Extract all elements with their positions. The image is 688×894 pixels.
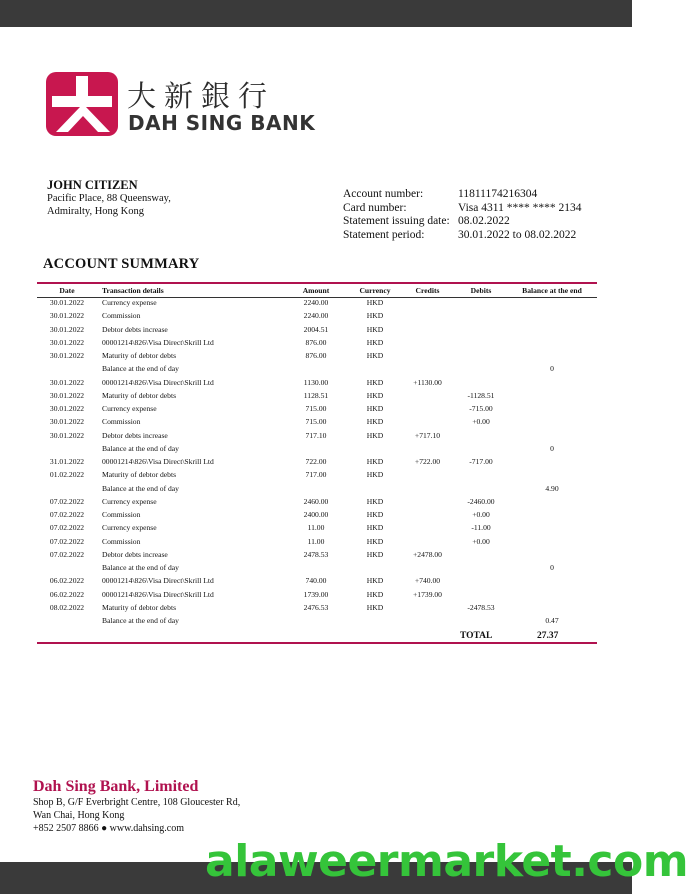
cell-debit bbox=[455, 296, 507, 309]
table-row bbox=[37, 588, 597, 601]
cell-date bbox=[37, 614, 97, 627]
cell-balance bbox=[507, 389, 597, 402]
cell-credit bbox=[400, 362, 455, 375]
cell-credit bbox=[400, 349, 455, 362]
cell-credit bbox=[400, 535, 455, 548]
table-row bbox=[37, 574, 597, 587]
cell-currency: HKD bbox=[366, 404, 384, 414]
cell-date: 30.01.2022 bbox=[49, 377, 85, 387]
cell-amount bbox=[282, 614, 350, 627]
header-date: Date bbox=[59, 285, 75, 295]
cell-date: 30.01.2022 bbox=[49, 417, 85, 427]
cell-debit: -2460.00 bbox=[467, 496, 495, 506]
transactions-table bbox=[37, 284, 597, 627]
cell-details: Currency expense bbox=[102, 523, 157, 533]
cell-debit: -2478.53 bbox=[467, 602, 495, 612]
table-row bbox=[37, 521, 597, 534]
cell-amount: 2400.00 bbox=[303, 510, 329, 520]
cell-balance bbox=[507, 296, 597, 309]
cell-debit: -1128.51 bbox=[467, 390, 495, 400]
cell-debit bbox=[455, 442, 507, 455]
cell-date bbox=[37, 561, 97, 574]
footer-contact-line: +852 2507 8866 ● www.dahsing.com bbox=[33, 823, 185, 834]
cell-details: Balance at the end of day bbox=[102, 563, 179, 573]
cell-details: Maturity of debtor debts bbox=[102, 470, 177, 480]
top-bar bbox=[0, 0, 632, 27]
table-row bbox=[37, 535, 597, 548]
table-row bbox=[37, 429, 597, 442]
cell-date: 07.02.2022 bbox=[49, 496, 85, 506]
cell-currency: HKD bbox=[366, 390, 384, 400]
cell-amount: 2460.00 bbox=[303, 496, 329, 506]
cell-currency: HKD bbox=[366, 377, 384, 387]
cell-debit bbox=[455, 336, 507, 349]
table-row bbox=[37, 389, 597, 402]
cell-currency: HKD bbox=[366, 430, 384, 440]
cell-details: Maturity of debtor debts bbox=[102, 390, 177, 400]
issuing-date-row bbox=[343, 215, 581, 229]
cell-details: Balance at the end of day bbox=[102, 483, 179, 493]
cell-debit bbox=[455, 588, 507, 601]
cell-amount: 2478.53 bbox=[303, 549, 329, 559]
footer-address bbox=[33, 796, 240, 835]
cell-date: 07.02.2022 bbox=[49, 523, 85, 533]
cell-balance bbox=[507, 455, 597, 468]
cell-details: Commission bbox=[102, 536, 141, 546]
statement-period-label: Statement period: bbox=[343, 228, 425, 241]
cell-credit: +1739.00 bbox=[413, 589, 442, 599]
cell-balance bbox=[507, 574, 597, 587]
cell-balance bbox=[507, 349, 597, 362]
cell-details: 00001214\826\Visa Direct\Skrill Ltd bbox=[102, 337, 214, 347]
cell-credit: +2478.00 bbox=[413, 549, 442, 559]
cell-debit bbox=[455, 376, 507, 389]
cell-currency: HKD bbox=[366, 417, 384, 427]
cell-credit bbox=[400, 614, 455, 627]
table-row bbox=[37, 508, 597, 521]
cell-amount: 740.00 bbox=[305, 576, 327, 586]
cell-credit bbox=[400, 296, 455, 309]
customer-address-line2: Admiralty, Hong Kong bbox=[47, 206, 145, 217]
table-row bbox=[37, 442, 597, 455]
cell-details: Commission bbox=[102, 311, 141, 321]
cell-balance: 0 bbox=[550, 364, 554, 374]
table-row bbox=[37, 468, 597, 481]
table-row bbox=[37, 296, 597, 309]
cell-debit bbox=[455, 574, 507, 587]
cell-credit bbox=[400, 468, 455, 481]
cell-credit bbox=[400, 495, 455, 508]
cell-currency bbox=[350, 442, 400, 455]
cell-credit bbox=[400, 323, 455, 336]
cell-debit: -717.00 bbox=[469, 457, 493, 467]
cell-amount: 1739.00 bbox=[303, 589, 329, 599]
cell-date: 30.01.2022 bbox=[49, 430, 85, 440]
cell-date: 07.02.2022 bbox=[49, 510, 85, 520]
account-details bbox=[343, 188, 581, 242]
cell-date: 30.01.2022 bbox=[49, 337, 85, 347]
cell-details: Currency expense bbox=[102, 496, 157, 506]
cell-currency: HKD bbox=[366, 523, 384, 533]
cell-currency: HKD bbox=[366, 324, 384, 334]
cell-credit bbox=[400, 415, 455, 428]
cell-balance bbox=[507, 336, 597, 349]
cell-amount: 2240.00 bbox=[303, 298, 329, 308]
dah-sing-logo-icon bbox=[46, 72, 118, 136]
cell-amount bbox=[282, 442, 350, 455]
cell-credit: +1130.00 bbox=[413, 377, 442, 387]
cell-currency: HKD bbox=[366, 536, 384, 546]
table-row bbox=[37, 402, 597, 415]
cell-credit: +740.00 bbox=[414, 576, 441, 586]
statement-period-row bbox=[343, 229, 581, 243]
cell-credit bbox=[400, 508, 455, 521]
cell-amount: 717.10 bbox=[305, 430, 327, 440]
cell-currency bbox=[350, 614, 400, 627]
footer-company-name: Dah Sing Bank, Limited bbox=[33, 778, 199, 795]
table-row bbox=[37, 495, 597, 508]
cell-details: Maturity of debtor debts bbox=[102, 351, 177, 361]
cell-credit: +722.00 bbox=[414, 457, 441, 467]
cell-date bbox=[37, 482, 97, 495]
account-number-label: Account number: bbox=[343, 188, 424, 200]
cell-credit bbox=[400, 442, 455, 455]
cell-details: Balance at the end of day bbox=[102, 364, 179, 374]
cell-currency: HKD bbox=[366, 510, 384, 520]
table-header-row bbox=[37, 284, 597, 296]
cell-amount: 2004.51 bbox=[303, 324, 329, 334]
customer-address-line1: Pacific Place, 88 Queensway, bbox=[47, 193, 171, 204]
table-row bbox=[37, 323, 597, 336]
cell-date: 07.02.2022 bbox=[49, 536, 85, 546]
cell-credit bbox=[400, 336, 455, 349]
cell-balance: 0 bbox=[550, 443, 554, 453]
table-row bbox=[37, 309, 597, 322]
cell-debit bbox=[455, 323, 507, 336]
cell-debit bbox=[455, 468, 507, 481]
account-number-row bbox=[343, 188, 581, 202]
cell-balance bbox=[507, 468, 597, 481]
table-row bbox=[37, 376, 597, 389]
cell-balance bbox=[507, 495, 597, 508]
cell-amount: 876.00 bbox=[305, 337, 327, 347]
cell-details: Balance at the end of day bbox=[102, 443, 179, 453]
cell-date: 30.01.2022 bbox=[49, 351, 85, 361]
cell-details: 00001214\826\Visa Direct\Skrill Ltd bbox=[102, 377, 214, 387]
cell-details: Debtor debts increase bbox=[102, 549, 168, 559]
table-row bbox=[37, 362, 597, 375]
cell-currency bbox=[350, 561, 400, 574]
table-row bbox=[37, 415, 597, 428]
cell-currency: HKD bbox=[366, 457, 384, 467]
cell-balance bbox=[507, 508, 597, 521]
cell-currency: HKD bbox=[366, 351, 384, 361]
cell-details: Debtor debts increase bbox=[102, 430, 168, 440]
cell-currency: HKD bbox=[366, 337, 384, 347]
total-label: TOTAL bbox=[460, 631, 493, 641]
summary-bottom-rule bbox=[37, 642, 597, 644]
cell-balance bbox=[507, 429, 597, 442]
table-row bbox=[37, 482, 597, 495]
cell-credit: +717.10 bbox=[414, 430, 441, 440]
brand-name-chinese: 大新銀行 bbox=[127, 79, 276, 113]
cell-details: Currency expense bbox=[102, 298, 157, 308]
cell-credit bbox=[400, 402, 455, 415]
footer-address-line2: Wan Chai, Hong Kong bbox=[33, 810, 125, 821]
total-value: 27.37 bbox=[537, 631, 559, 641]
table-row bbox=[37, 561, 597, 574]
cell-balance bbox=[507, 415, 597, 428]
cell-amount: 1130.00 bbox=[303, 377, 329, 387]
cell-date: 30.01.2022 bbox=[49, 390, 85, 400]
cell-currency: HKD bbox=[366, 576, 384, 586]
cell-amount: 722.00 bbox=[305, 457, 327, 467]
cell-details: 00001214\826\Visa Direct\Skrill Ltd bbox=[102, 589, 214, 599]
cell-debit: +0.00 bbox=[472, 536, 490, 546]
cell-credit bbox=[400, 482, 455, 495]
cell-currency: HKD bbox=[366, 589, 384, 599]
cell-currency: HKD bbox=[366, 298, 384, 308]
card-number-label: Card number: bbox=[343, 201, 407, 214]
cell-amount bbox=[282, 482, 350, 495]
cell-date bbox=[37, 362, 97, 375]
header-balance: Balance at the end bbox=[522, 285, 582, 295]
cell-balance: 0 bbox=[550, 563, 554, 573]
cell-currency: HKD bbox=[366, 549, 384, 559]
cell-debit bbox=[455, 548, 507, 561]
cell-debit: -715.00 bbox=[469, 404, 493, 414]
cell-amount bbox=[282, 362, 350, 375]
table-row bbox=[37, 336, 597, 349]
table-row bbox=[37, 614, 597, 627]
header-credits: Credits bbox=[415, 285, 440, 295]
cell-currency: HKD bbox=[366, 496, 384, 506]
cell-amount bbox=[282, 561, 350, 574]
cell-date: 01.02.2022 bbox=[49, 470, 85, 480]
account-number-value: 11811174216304 bbox=[458, 188, 538, 200]
brand-name-english: DAH SING BANK bbox=[128, 111, 316, 135]
cell-credit bbox=[400, 389, 455, 402]
cell-balance bbox=[507, 376, 597, 389]
cell-amount: 2476.53 bbox=[303, 602, 329, 612]
cell-debit bbox=[455, 561, 507, 574]
cell-balance bbox=[507, 521, 597, 534]
cell-details: Currency expense bbox=[102, 404, 157, 414]
cell-debit bbox=[455, 614, 507, 627]
cell-currency: HKD bbox=[366, 470, 384, 480]
cell-date: 31.01.2022 bbox=[49, 457, 85, 467]
cell-details: Debtor debts increase bbox=[102, 324, 168, 334]
cell-debit: -11.00 bbox=[471, 523, 491, 533]
cell-currency bbox=[350, 362, 400, 375]
cell-debit: +0.00 bbox=[472, 417, 490, 427]
cell-balance: 0.47 bbox=[545, 616, 559, 626]
cell-date: 30.01.2022 bbox=[49, 311, 85, 321]
cell-amount: 715.00 bbox=[305, 404, 327, 414]
card-number-row bbox=[343, 202, 581, 216]
cell-debit bbox=[455, 482, 507, 495]
cell-date: 30.01.2022 bbox=[49, 298, 85, 308]
cell-balance bbox=[507, 309, 597, 322]
cell-credit bbox=[400, 561, 455, 574]
cell-date: 06.02.2022 bbox=[49, 589, 85, 599]
cell-balance bbox=[507, 402, 597, 415]
cell-currency bbox=[350, 482, 400, 495]
cell-debit bbox=[455, 429, 507, 442]
cell-balance bbox=[507, 588, 597, 601]
header-amount: Amount bbox=[302, 285, 330, 295]
cell-amount: 1128.51 bbox=[303, 390, 329, 400]
table-row bbox=[37, 455, 597, 468]
table-row bbox=[37, 548, 597, 561]
table-row bbox=[37, 601, 597, 614]
table-body bbox=[37, 296, 597, 627]
statement-period-value: 30.01.2022 to 08.02.2022 bbox=[458, 228, 577, 241]
cell-amount: 876.00 bbox=[305, 351, 327, 361]
cell-amount: 11.00 bbox=[307, 536, 325, 546]
cell-details: 00001214\826\Visa Direct\Skrill Ltd bbox=[102, 576, 214, 586]
cell-amount: 717.00 bbox=[305, 470, 327, 480]
issuing-date-value: 08.02.2022 bbox=[458, 215, 510, 227]
cell-debit bbox=[455, 309, 507, 322]
cell-credit bbox=[400, 309, 455, 322]
cell-details: Maturity of debtor debts bbox=[102, 602, 177, 612]
cell-balance bbox=[507, 548, 597, 561]
cell-date: 30.01.2022 bbox=[49, 404, 85, 414]
cell-date: 07.02.2022 bbox=[49, 549, 85, 559]
cell-debit bbox=[455, 362, 507, 375]
cell-credit bbox=[400, 601, 455, 614]
customer-address bbox=[47, 192, 171, 218]
header-currency: Currency bbox=[359, 285, 391, 295]
header-details: Transaction details bbox=[102, 285, 164, 295]
cell-details: Commission bbox=[102, 510, 141, 520]
cell-balance: 4.90 bbox=[545, 483, 559, 493]
cell-amount: 11.00 bbox=[307, 523, 325, 533]
cell-currency: HKD bbox=[366, 311, 384, 321]
cell-balance bbox=[507, 535, 597, 548]
cell-date: 30.01.2022 bbox=[49, 324, 85, 334]
card-number-value: Visa 4311 **** **** 2134 bbox=[458, 201, 582, 214]
footer-address-line1: Shop B, G/F Everbright Centre, 108 Gloucester Rd, bbox=[33, 797, 241, 808]
cell-details: 00001214\826\Visa Direct\Skrill Ltd bbox=[102, 457, 214, 467]
cell-details: Commission bbox=[102, 417, 141, 427]
cell-amount: 715.00 bbox=[305, 417, 327, 427]
header-debits: Debits bbox=[470, 285, 492, 295]
cell-details: Balance at the end of day bbox=[102, 616, 179, 626]
cell-date bbox=[37, 442, 97, 455]
table-row bbox=[37, 349, 597, 362]
cell-balance bbox=[507, 323, 597, 336]
issuing-date-label: Statement issuing date: bbox=[343, 215, 450, 227]
cell-currency: HKD bbox=[366, 602, 384, 612]
cell-date: 06.02.2022 bbox=[49, 576, 85, 586]
watermark-text: alaweermarket.com bbox=[205, 836, 688, 887]
customer-name: JOHN CITIZEN bbox=[47, 178, 138, 192]
cell-credit bbox=[400, 521, 455, 534]
cell-debit: +0.00 bbox=[472, 510, 490, 520]
account-summary-title: ACCOUNT SUMMARY bbox=[43, 256, 200, 272]
cell-balance bbox=[507, 601, 597, 614]
cell-amount: 2240.00 bbox=[303, 311, 329, 321]
cell-date: 08.02.2022 bbox=[49, 602, 85, 612]
cell-debit bbox=[455, 349, 507, 362]
